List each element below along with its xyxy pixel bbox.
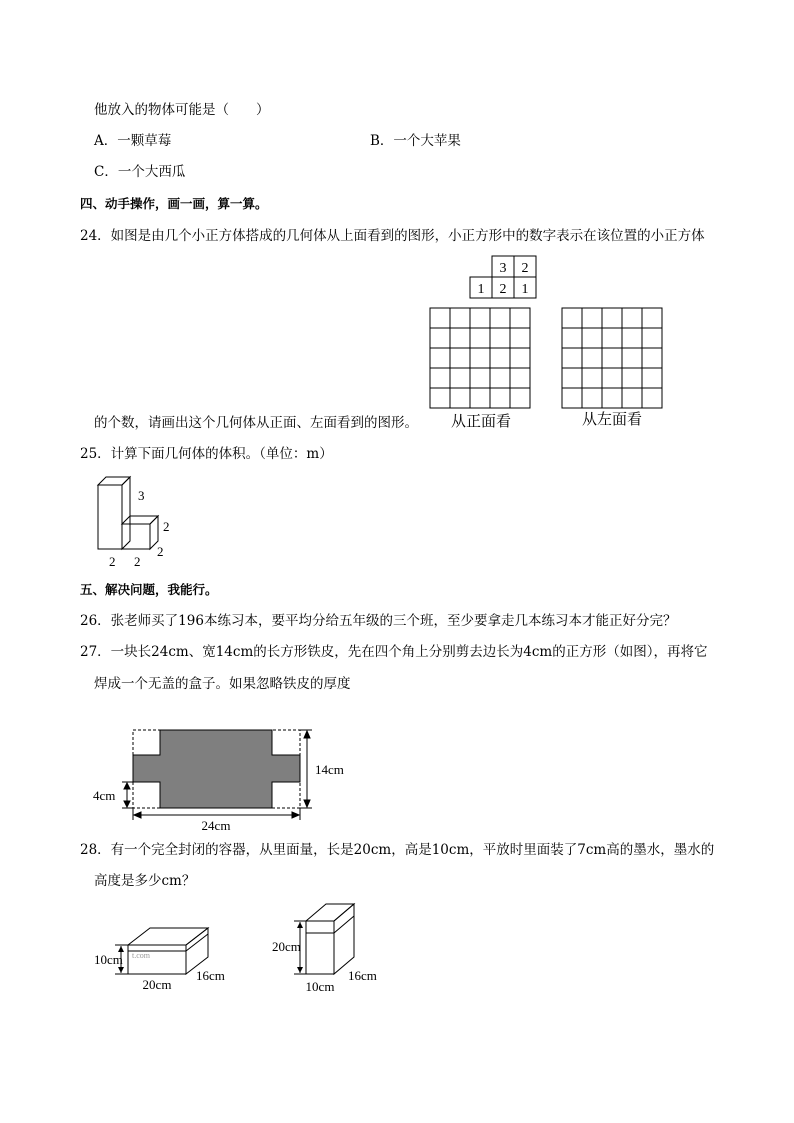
q28-box2-length: 10cm	[305, 979, 335, 994]
q24-top-cell: 2	[521, 261, 529, 276]
q25-dim-label: 2	[134, 554, 141, 569]
q28-box1-width: 16cm	[196, 968, 225, 983]
q26-text: 26．张老师买了196本练习本，要平均分给五年级的三个班，至少要拿走几本练习本才能正好分完？	[80, 613, 677, 629]
q24-line1: 24．如图是由几个小正方体搭成的几何体从上面看到的图形，小正方形中的数字表示在该位置的小正方体	[80, 228, 705, 244]
q24-top-cell: 1	[477, 282, 485, 297]
q27-corner-label: 4cm	[93, 788, 116, 803]
q23-option-c: C．一个大西瓜	[94, 164, 186, 180]
q28-line2: 高度是多少cm？	[94, 873, 196, 889]
q25-dim-label: 3	[138, 488, 145, 503]
q23-option-b: B．一个大苹果	[370, 133, 461, 149]
q24-top-cell: 1	[521, 282, 529, 297]
section4-heading: 四、动手操作，画一画，算一算。	[80, 196, 268, 211]
q28-line1: 28．有一个完全封闭的容器，从里面量，长是20cm，高是10cm，平放时里面装了7cm高的墨水，墨水的	[80, 842, 715, 858]
q23-option-a: A．一颗草莓	[94, 133, 172, 149]
q28-box2-width: 16cm	[348, 968, 377, 983]
q24-left-label: 从左面看	[581, 412, 643, 428]
q23-stem-end: 他放入的物体可能是（ ）	[94, 102, 270, 118]
q27-height-label: 14cm	[315, 762, 344, 777]
q28-box2-height: 20cm	[272, 939, 301, 954]
q28-box1-height: 10cm	[94, 952, 123, 967]
q28-watermark: t.com	[132, 951, 150, 960]
q28-box1-length: 20cm	[142, 977, 172, 992]
q24-line2: 的个数，请画出这个几何体从正面、左面看到的图形。	[94, 415, 418, 431]
section5-heading: 五、解决问题，我能行。	[80, 582, 218, 597]
q27-length-label: 24cm	[201, 818, 231, 833]
q25-dim-label: 2	[157, 544, 164, 559]
q24-top-cell: 2	[499, 282, 507, 297]
q24-top-cell: 3	[499, 261, 507, 276]
q25-dim-label: 2	[163, 519, 170, 534]
q25-text: 25．计算下面几何体的体积。（单位：m）	[80, 446, 333, 462]
q27-line2: 焊成一个无盖的盒子。如果忽略铁皮的厚度	[94, 676, 351, 692]
q24-front-label: 从正面看	[450, 414, 512, 430]
q27-line1: 27．一块长24cm、宽14cm的长方形铁皮，先在四个角上分别剪去边长为4cm的正方形（如图），再将它	[80, 644, 708, 660]
q25-dim-label: 2	[109, 554, 116, 569]
